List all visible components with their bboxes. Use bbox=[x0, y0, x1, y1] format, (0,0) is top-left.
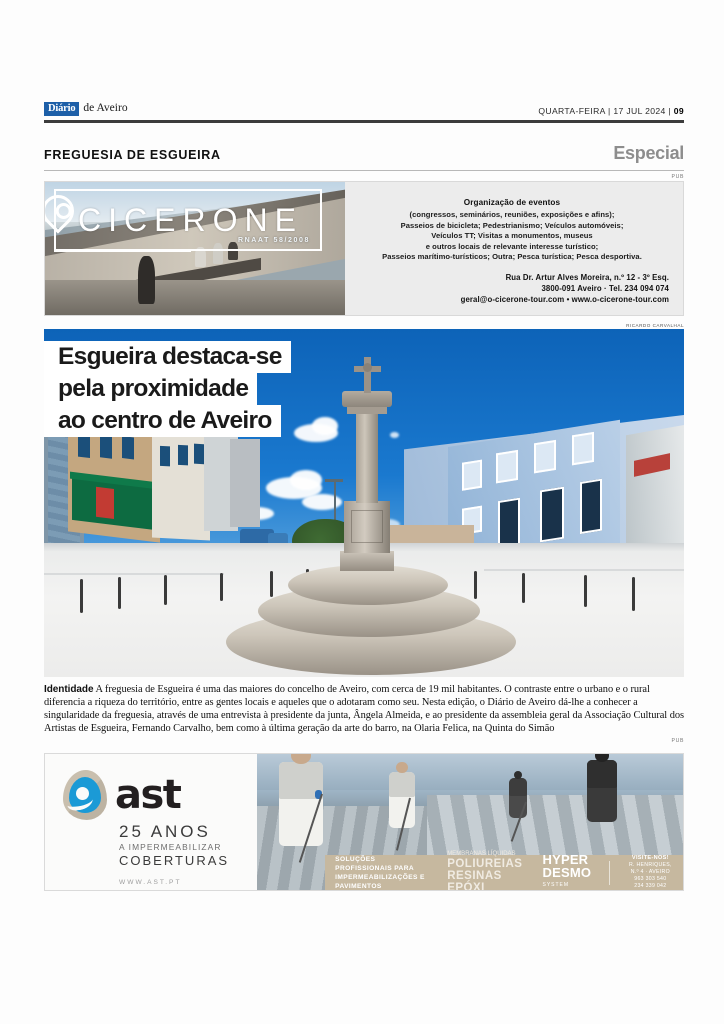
cicerone-wordmark: CICERONE bbox=[78, 202, 303, 238]
ast-band-solutions-line-2: IMPERMEABILIZAÇÕES E PAVIMENTOS bbox=[335, 873, 425, 890]
article-lead-photo bbox=[44, 329, 684, 677]
ast-band-visit-address: R. HENRIQUES, N.º 4 · AVEIRO bbox=[628, 862, 672, 876]
building-left-yellow bbox=[68, 419, 160, 542]
article-lede bbox=[44, 683, 684, 735]
cicerone-services bbox=[355, 198, 669, 263]
cicerone-contacts bbox=[355, 272, 669, 305]
monument-plinth-base bbox=[340, 551, 394, 571]
headline-line-2: pela proximidade bbox=[44, 373, 257, 405]
masthead-weekday: QUARTA-FEIRA bbox=[538, 106, 606, 116]
newspaper-logo bbox=[44, 102, 128, 116]
worker-middle bbox=[389, 772, 415, 828]
headline-line-1: Esgueira destaca-se bbox=[44, 341, 291, 373]
cloud-4 bbox=[290, 470, 322, 490]
cicerone-address-line-1: Rua Dr. Artur Alves Moreira, n.º 12 - 3º Esq. bbox=[505, 273, 669, 282]
monument-column-shaft bbox=[356, 413, 378, 503]
ast-tagline-small: A IMPERMEABILIZAR bbox=[119, 842, 222, 853]
window-l3 bbox=[122, 436, 134, 459]
saltpan-figure-foreground bbox=[138, 256, 155, 304]
ast-band-poliureias: POLIUREIAS bbox=[447, 858, 523, 871]
ast-band-visit bbox=[618, 855, 683, 890]
ast-band-hyper: HYPER bbox=[542, 852, 589, 868]
paving-line-1 bbox=[44, 573, 224, 575]
cicerone-ad-text bbox=[345, 182, 683, 315]
cicerone-address-line-3[interactable]: geral@o-cicerone-tour.com • www.o-cicerone-tour.com bbox=[460, 295, 669, 304]
bollard-3 bbox=[164, 575, 167, 605]
ast-band-solutions-line-1: SOLUÇÕES PROFISSIONAIS PARA bbox=[335, 855, 415, 872]
masthead-sep-2: | bbox=[668, 106, 671, 116]
logo-de-aveiro: de Aveiro bbox=[83, 102, 128, 114]
window-l2 bbox=[100, 435, 112, 458]
bollard-1 bbox=[80, 579, 83, 613]
cloud-2 bbox=[312, 417, 338, 435]
cloud-6 bbox=[390, 432, 399, 438]
cicerone-registration: RNAAT 58/2008 bbox=[237, 237, 310, 244]
window-l4 bbox=[160, 446, 170, 467]
ast-band-divider bbox=[609, 861, 610, 885]
window-r4 bbox=[572, 432, 594, 465]
ast-band-products bbox=[437, 851, 532, 890]
cloud-5 bbox=[302, 494, 342, 510]
masthead-page-number: 09 bbox=[673, 106, 684, 116]
monument-pedestal bbox=[344, 501, 390, 553]
ast-band-hyperdesmo bbox=[532, 853, 601, 890]
masthead bbox=[44, 96, 684, 116]
window-r1 bbox=[462, 460, 482, 491]
headline-line-3: ao centro de Aveiro bbox=[44, 405, 281, 437]
water-drop-icon bbox=[63, 770, 107, 820]
ast-logo-row bbox=[63, 770, 257, 820]
advertisement-ast[interactable] bbox=[44, 753, 684, 891]
cicerone-service-line-1: (congressos, seminários, reuniões, exposições e afins); bbox=[409, 210, 615, 219]
ast-tagline-big: COBERTURAS bbox=[119, 853, 230, 869]
ast-band-desmo: DESMO bbox=[542, 865, 592, 881]
lede-body: A freguesia de Esgueira é uma das maiores do concelho de Aveiro, com cerca de 19 mil habitantes. O contraste entre o urbano e o rural diferencia a riqueza do território, entre as gentes locais e aqueles que o adotaram como seu. Nesta edição, o Diário de Aveiro dá-lhe a conhecer a singularidade da freguesia, através de uma entrevista à presidente da junta, Ângela Almeida, e ao presidente da assembleia geral da Associação Cultural dos Artistas de Esgueira, Fernando Carvalho, bem como à última geração da arte do barro, na Olaria Felica, na Quinta do Simão bbox=[44, 684, 684, 735]
worker-right bbox=[587, 760, 617, 822]
ast-band-membranes: MEMBRANAS LÍQUIDAS bbox=[447, 851, 516, 858]
worker-distant bbox=[509, 778, 527, 818]
masthead-sep-1: | bbox=[608, 106, 611, 116]
bollard-4 bbox=[220, 573, 223, 601]
paving-line-2 bbox=[484, 569, 684, 571]
cicerone-services-title: Organização de eventos bbox=[463, 198, 561, 207]
cicerone-logo-frame bbox=[54, 189, 322, 251]
worker-torso-4 bbox=[587, 760, 617, 787]
worker-head-4 bbox=[595, 754, 608, 761]
cicerone-service-line-2: Passeios de bicicleta; Pedestrianismo; Veículos automóveis; bbox=[400, 220, 624, 230]
window-r3 bbox=[534, 440, 556, 473]
masthead-dateline bbox=[538, 106, 684, 116]
article-headline bbox=[44, 341, 291, 437]
masthead-rule bbox=[44, 120, 684, 123]
cicerone-service-line-3: Veículos TT; Visitas a monumentos, museus bbox=[431, 231, 593, 241]
section-rule bbox=[44, 170, 684, 171]
ast-info-band bbox=[325, 851, 683, 891]
ast-branding bbox=[45, 754, 257, 890]
ast-website[interactable]: WWW.AST.PT bbox=[119, 879, 182, 887]
building-left-white bbox=[152, 427, 210, 540]
cicerone-service-line-4: e outros locais de relevante interesse turístico; bbox=[425, 241, 599, 251]
monument-capital bbox=[342, 391, 392, 407]
bollard-8 bbox=[474, 571, 477, 599]
window-l6 bbox=[194, 444, 204, 465]
worker-torso-3 bbox=[509, 778, 527, 796]
ast-tagline-group bbox=[119, 822, 257, 886]
stone-cross-icon bbox=[352, 357, 382, 393]
worker-torso-2 bbox=[389, 772, 415, 797]
building-left-distant bbox=[230, 439, 260, 527]
ast-band-visit-phone-2: 234 339 042 bbox=[634, 883, 667, 890]
ast-band-visit-phone-1: 963 303 540 bbox=[634, 876, 667, 883]
pub-label-bottom: PUB bbox=[671, 738, 684, 745]
ast-band-solutions bbox=[325, 855, 437, 891]
ast-band-system: SYSTEM bbox=[542, 882, 570, 889]
bollard-10 bbox=[584, 575, 587, 607]
ast-wordmark: ast bbox=[115, 772, 181, 819]
monument-step-inner bbox=[288, 565, 448, 605]
cross-center bbox=[363, 363, 372, 372]
section-title: FREGUESIA DE ESGUEIRA bbox=[44, 148, 221, 162]
bollard-9 bbox=[522, 573, 525, 603]
bollard-5 bbox=[270, 571, 273, 597]
ast-years: 25 ANOS bbox=[119, 822, 211, 842]
ast-band-resinas: RESINAS EPÓXI bbox=[447, 870, 502, 891]
door-r2 bbox=[540, 487, 564, 543]
cicerone-saltpans-photo bbox=[45, 182, 345, 315]
ast-band-visit-title: VISITE-NOS! bbox=[631, 855, 669, 862]
cicerone-address-line-2: 3800-091 Aveiro · Tel. 234 094 074 bbox=[541, 284, 669, 293]
advertisement-cicerone[interactable] bbox=[44, 181, 684, 316]
pub-label-top: PUB bbox=[671, 174, 684, 180]
section-header bbox=[44, 143, 684, 164]
section-kicker: Especial bbox=[613, 143, 684, 163]
photo-credit: RICARDO CARVALHAL bbox=[626, 323, 684, 328]
page-content bbox=[44, 96, 684, 946]
bollard-11 bbox=[632, 577, 635, 611]
door-r3 bbox=[580, 479, 602, 534]
window-l1 bbox=[78, 435, 90, 458]
masthead-date: 17 JUL 2024 bbox=[613, 106, 666, 116]
cicerone-service-line-5: Passeios marítimo-turísticos; Outra; Pesca turística; Pesca desportiva. bbox=[382, 252, 642, 262]
saltpan-foreground bbox=[45, 280, 345, 315]
door-r1 bbox=[498, 498, 520, 549]
window-l5 bbox=[178, 445, 188, 466]
window-r2 bbox=[496, 450, 518, 483]
ast-roof-photo bbox=[257, 754, 683, 890]
shop-figure bbox=[96, 487, 114, 519]
bollard-2 bbox=[118, 577, 121, 609]
lede-label: Identidade bbox=[44, 684, 94, 695]
logo-diario-box: Diário bbox=[44, 102, 79, 116]
